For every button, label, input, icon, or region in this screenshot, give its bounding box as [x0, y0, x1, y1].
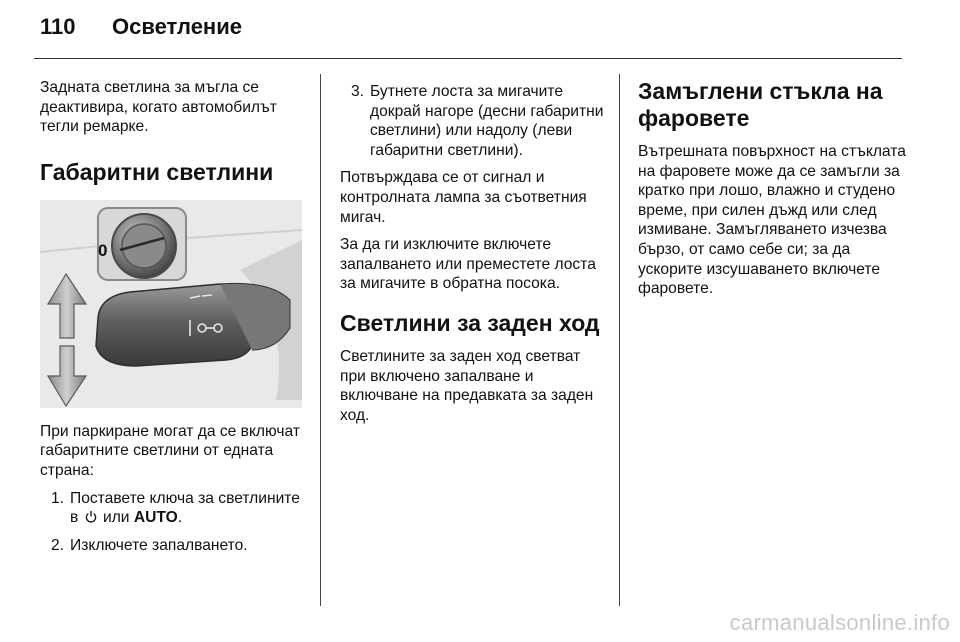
parking-lights-paragraph: При паркиране могат да се включат габаритните светлини от едната страна:: [40, 422, 300, 479]
confirm-paragraph: Потвърждава се от сигнал и контролната лампа за съответния мигач.: [340, 169, 587, 226]
column-left: [40, 78, 308, 563]
intro-paragraph: Задната светлина за мъгла се деактивира, когато автомобилът тегли ремарке.: [40, 79, 277, 136]
power-icon: [85, 510, 97, 523]
page-header: [40, 14, 242, 48]
step-text: Изключете запалването.: [70, 536, 248, 554]
column-divider: [320, 74, 321, 606]
step-number: 2.: [50, 536, 64, 554]
column-right: [638, 78, 912, 307]
steps-list: [40, 489, 308, 556]
stalk-illustration: [40, 200, 302, 408]
header-rule: [34, 58, 902, 59]
step-text: Поставете ключа за светлините в или AUTO.: [70, 489, 300, 527]
auto-label: AUTO: [133, 509, 178, 527]
chapter-title: Осветление: [112, 14, 242, 39]
turn-off-paragraph: За да ги изключите включете запалването или преместете лоста за мигачите в обратна посока.: [340, 236, 596, 293]
figure-label-zero: 0: [98, 240, 108, 260]
section-title-reverse-lights: Светлини за заден ход: [340, 309, 600, 336]
step-number: 3.: [350, 83, 364, 100]
fogged-headlamps-paragraph: Вътрешната повърхност на стъклата на фаровете може да се замъгли за кратко при лошо, влажно и студено време, при силен дъжд или след измиване. Замъгляването изчезва бързо, от само себе си; за да ускорите изсушаването включете фаровете.: [638, 143, 906, 298]
light-switch-figure: [40, 200, 302, 408]
list-item: [40, 489, 308, 528]
list-item: [40, 536, 308, 556]
step-number: 1.: [50, 489, 64, 507]
column-divider: [619, 74, 620, 606]
watermark: carmanualsonline.info: [729, 610, 950, 635]
section-title-fogged-headlamps: Замъглени стъкла на фаровете: [638, 78, 883, 131]
column-middle: [340, 78, 608, 433]
list-item: [340, 82, 608, 160]
reverse-lights-paragraph: Светлините за заден ход светват при включено запалване и включване на предавката за заден ход.: [340, 347, 594, 424]
steps-list-continued: [340, 82, 608, 160]
step-text: Бутнете лоста за мигачите докрай нагоре (десни габаритни светлини) или надолу (леви габаритни светлини).: [370, 83, 604, 159]
page-number: 110: [40, 14, 76, 39]
section-title-parking-lights: Габаритни светлини: [40, 158, 274, 185]
